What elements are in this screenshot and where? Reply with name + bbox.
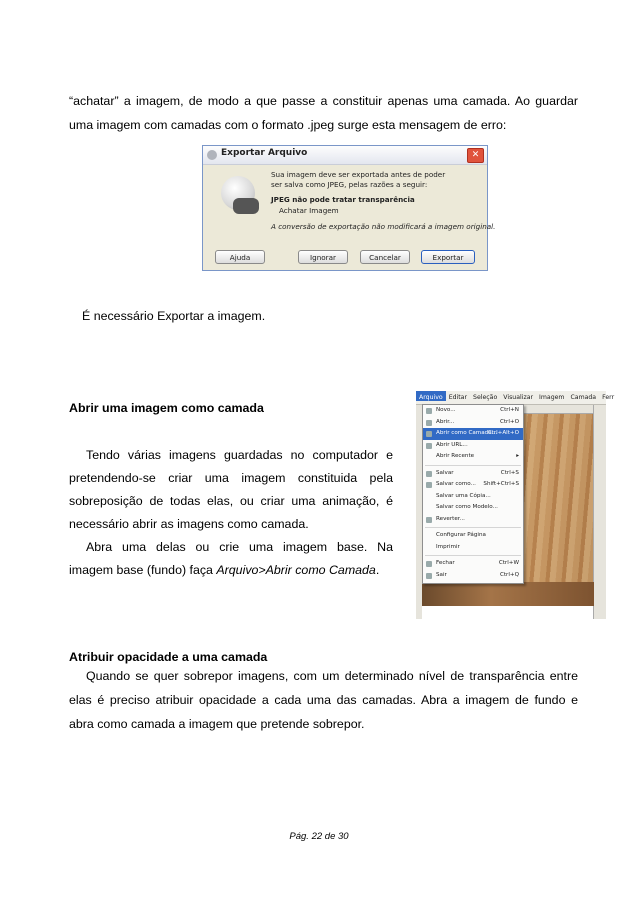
image-bottom — [422, 582, 594, 606]
section-heading-opacity: Atribuir opacidade a uma camada — [69, 650, 268, 664]
menu-item-label: Configurar Página — [436, 532, 486, 538]
close-icon — [426, 561, 432, 567]
menu-item-highlighted — [423, 428, 523, 440]
intro-line-1: “achatar” a imagem, de modo a que passe a constituir apenas uma camada. Ao guardar — [69, 94, 578, 108]
menu-item-shortcut: Ctrl+O — [499, 418, 519, 425]
new-icon — [426, 408, 432, 414]
submenu-arrow-icon: ▸ — [516, 453, 519, 459]
menu-item-shortcut: Ctrl+N — [500, 407, 519, 413]
section1-line-3: sobreposição de todas elas, ou criar uma animação, é — [69, 494, 393, 508]
section1-line-6 — [69, 560, 379, 580]
wilber-icon — [233, 198, 259, 214]
menu-bar-selecao: Seleção — [473, 394, 498, 401]
menu-bar-editar: Editar — [448, 394, 468, 401]
export-dialog-screenshot — [202, 145, 496, 271]
section2-line-3: abra como camada a imagem que pretende sobrepor. — [69, 717, 365, 731]
scrollbar — [593, 404, 606, 619]
menu-separator — [425, 555, 521, 556]
gimp-icon — [207, 150, 217, 160]
section-heading-open-as-layer: Abrir uma imagem como camada — [69, 401, 264, 415]
menu-item — [423, 451, 523, 463]
menu-item — [423, 570, 523, 582]
menu-item-shortcut: Ctrl+S — [500, 469, 519, 476]
menu-bar-ferr: Ferr — [602, 394, 615, 401]
revert-icon — [426, 517, 432, 523]
menu-item — [423, 405, 523, 417]
ignore-button: Ignorar — [298, 250, 348, 264]
dialog-title: Exportar Arquivo — [221, 148, 308, 158]
section2-line-2: elas é preciso atribuir opacidade a cada uma das camadas. Abra a imagem de fundo e — [69, 693, 578, 707]
export-button: Exportar — [421, 250, 475, 264]
wood-background — [522, 413, 594, 606]
section1-line-4: necessário abrir as imagens como camada. — [69, 517, 309, 531]
menu-item-shortcut: Ctrl+Alt+O — [487, 430, 519, 436]
menu-item-shortcut: Ctrl+Q — [499, 571, 519, 578]
menu-bar — [416, 391, 615, 405]
open-layer-icon — [426, 431, 432, 437]
section1-line-5: Abra uma delas ou crie uma imagem base. Na — [86, 540, 393, 554]
menu-bar-visualizar: Visualizar — [503, 394, 534, 401]
save-icon — [426, 471, 432, 477]
menu-item-label: Novo... — [436, 407, 456, 413]
menu-bar-camada: Camada — [570, 394, 597, 401]
menu-item — [423, 530, 523, 542]
intro-line-2: uma imagem com camadas com o formato .jpeg surge esta mensagem de erro: — [69, 118, 507, 132]
quit-icon — [426, 573, 432, 579]
section2-line-1: Quando se quer sobrepor imagens, com um determinado nível de transparência entre — [86, 669, 578, 683]
section1-line-6-prefix: imagem base (fundo) faça — [69, 563, 217, 577]
menu-item-label: Salvar como Modelo... — [436, 504, 498, 510]
dialog-titlebar — [203, 146, 487, 165]
menu-item-label: Reverter... — [436, 515, 465, 522]
file-dropdown — [422, 404, 524, 584]
menu-item-shortcut: Ctrl+W — [498, 560, 519, 566]
menu-item-label: Sair — [436, 571, 447, 578]
menu-item — [423, 479, 523, 491]
menu-item-label: Abrir URL... — [436, 441, 468, 448]
menu-item-label: Salvar — [436, 469, 454, 476]
dialog-message-1: Sua imagem deve ser exportada antes de poder — [271, 170, 446, 179]
globe-icon — [426, 443, 432, 449]
menu-item-label: Abrir... — [436, 418, 455, 425]
menu-item — [423, 542, 523, 554]
menu-bar-imagem: Imagem — [539, 394, 565, 401]
menu-item — [423, 491, 523, 503]
menu-item-label: Imprimir — [436, 543, 460, 550]
section1-line-1: Tendo várias imagens guardadas no computador e — [86, 448, 393, 462]
menu-item-shortcut: Shift+Ctrl+S — [483, 481, 519, 487]
menu-path: Arquivo>Abrir como Camada — [216, 563, 376, 577]
menu-item-label: Abrir como Camada... — [436, 430, 497, 436]
menu-item-label: Abrir Recente — [436, 453, 475, 459]
menu-item — [423, 558, 523, 570]
menu-item — [423, 514, 523, 526]
section1-line-6-suffix: . — [375, 563, 380, 577]
menu-item — [423, 468, 523, 480]
menu-item — [423, 440, 523, 452]
menu-item-label: Salvar uma Cópia... — [436, 492, 491, 499]
dialog-option: Achatar Imagem — [279, 206, 339, 215]
menu-item-label: Salvar como... — [436, 481, 476, 487]
menu-bar-arquivo: Arquivo — [416, 391, 446, 401]
menu-item — [423, 502, 523, 514]
dialog-reason: JPEG não pode tratar transparência — [271, 195, 415, 204]
menu-item — [423, 417, 523, 429]
close-icon: ✕ — [467, 148, 484, 163]
save-as-icon — [426, 482, 432, 488]
dialog-note: A conversão de exportação não modificará a imagem original. — [271, 222, 496, 231]
section1-line-2: pretendendo-se criar uma imagem constituida pela — [69, 471, 393, 485]
export-note: É necessário Exportar a imagem. — [82, 309, 266, 323]
open-icon — [426, 420, 432, 426]
gimp-file-menu-screenshot — [416, 391, 615, 606]
menu-separator — [425, 527, 521, 528]
cancel-button: Cancelar — [360, 250, 410, 264]
dialog-message-2: ser salva como JPEG, pelas razões a seguir: — [271, 180, 428, 189]
menu-item-label: Fechar — [436, 560, 455, 566]
help-button: Ajuda — [215, 250, 265, 264]
menu-separator — [425, 465, 521, 466]
page-footer: Pág. 22 de 30 — [289, 831, 349, 842]
